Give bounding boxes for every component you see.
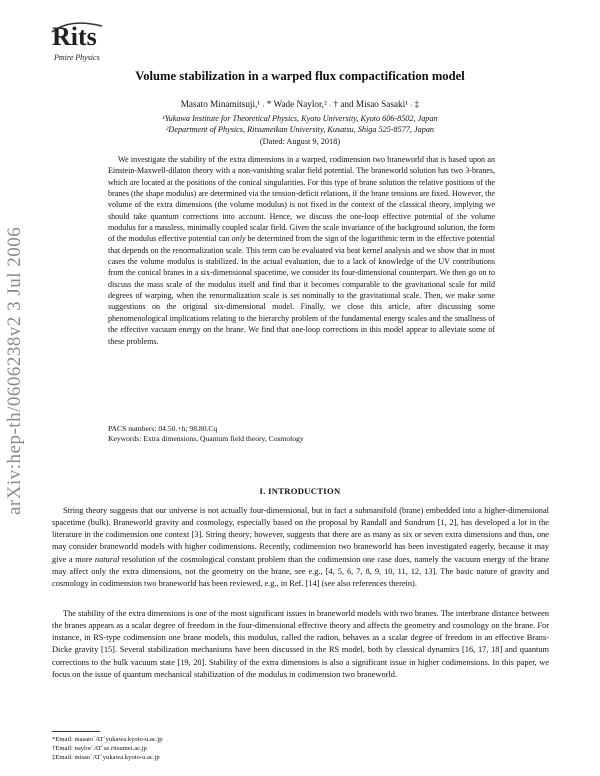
logo-subtitle: Pmire Physics: [54, 53, 100, 62]
intro-p1-text-a: String theory suggests that our universe is not actually four-dimensional, but in fact a submanifold (brane) embedded into a higher-dimensional spacetime (bulk). Braneworld gravity and cosmology, especially based on the proposal by Randall and Sundrum [1, 2], has developed a lot in the literature in the codimension one context [3]. String theory; however, suggests that there are as many as six or seven extra dimensions and thus, one may consider braneworld models with higher codimensions. Recently, codimension two braneworld has been investigated eagerly, because it may give a more: [52, 506, 549, 564]
affiliation-1: ¹Yukawa Institute for Theoretical Physics, Kyoto University, Kyoto 606-8502, Japan: [162, 114, 438, 123]
affiliation-2: ²Department of Physics, Ritsumeikan University, Kusatsu, Shiga 525-8577, Japan: [165, 125, 435, 134]
footnote-rule: [52, 731, 100, 732]
arxiv-identifier: arXiv:hep-th/0606238v2 3 Jul 2006: [4, 226, 25, 515]
abstract: [108, 154, 495, 347]
section-heading-introduction: I. INTRODUCTION: [259, 486, 341, 496]
intro-paragraph-2: The stability of the extra dimensions is one of the most significant issues in braneworld models with two branes. The interbrane distance between the branes appears as a scalar degree of freedom in the four-dimensional effective theory and affects the geometry and cosmology on the brane. For instance, in RS-type codimension one brane models, this modulus, called the radion, behaves as a scalar degree of freedom in an effective Brans-Dicke gravity [15]. Several stabilization mechanisms have been discussed in the RS model, both by classical dynamics [16, 17, 18] and quantum corrections to the bulk vacuum state [19, 20]. Stability of the extra dimensions is also a significant issue in higher codimensions. In this paper, we focus on the issue of quantum mechanical stabilization of the modulus in codimension two braneworld.: [52, 609, 549, 679]
keywords: Keywords: Extra dimensions, Quantum field theory, Cosmology: [108, 434, 304, 443]
rits-logo: [48, 20, 106, 66]
footnote-email-2: †Email: naylor`AT`se.ritsumei.ac.jp: [52, 745, 147, 752]
dated-line: (Dated: August 9, 2018): [259, 137, 341, 146]
intro-paragraph-1: [52, 505, 549, 590]
paper-title: Volume stabilization in a warped flux compactification model: [135, 69, 465, 83]
footnote-email-3: ‡Email: misao`AT`yukawa.kyoto-u.ac.jp: [52, 754, 160, 761]
intro-p1-emphasis: natural: [94, 554, 120, 564]
logo-name: Rits: [52, 22, 97, 51]
author-list: Masato Minamitsuji,¹ ˒ * Wade Naylor,² ˒ † and Misao Sasaki¹ ˒ ‡: [180, 99, 420, 109]
footnote-email-1: *Email: masato`AT`yukawa.kyoto-u.ac.jp: [52, 736, 163, 743]
abstract-text-1: We investigate the stability of the extra dimensions in a warped, codimension two braneworld that is based upon an Einstein-Maxwell-dilaton theory with a non-vanishing scalar field potential. The braneworld solution has two 3-branes, which are located at the positions of the conical singularities. For this type of brane solution the relative positions of the branes (the shape modulus) are determined via the tension-deficit relations, if the brane tensions are fixed. However, the volume of the extra dimensions (the volume modulus) is not fixed in the context of the classical theory, implying we should take quantum corrections into account. Hence, we discuss the one-loop effective potential of the volume modulus for a massless, minimally coupled scalar field. Given the scale invariance of the background solution, the form of the modulus effective potential can: [108, 155, 495, 244]
abstract-emphasis: only: [231, 234, 246, 244]
abstract-text-2: be determined from the sign of the logarithmic term in the effective potential that depends on the renormalization scale. This term can be evaluated via heat kernel analysis and we show that in most cases the volume modulus is stabilized. In the actual evaluation, due to a lack of knowledge of the UV contributions from the conical branes in a six-dimensional spacetime, we consider its four-dimensional counterpart. We then go on to discuss the mass scale of the modulus itself and find that it becomes comparable to the gravitational scale for mild degrees of warping, when the renormalization scale is set nominally to the gravitational scale. Then, we make some suggestions on the original six-dimensional model. Finally, we close this article, after discussing some phenomenological implications relating to the hierarchy problem of the fundamental energy scales and the smallness of the effective vacuum energy on the brane. We find that one-loop corrections in this model appear to alleviate some of these problems.: [108, 234, 495, 346]
pacs-numbers: PACS numbers: 04.50.+h; 98.80.Cq: [108, 424, 218, 433]
intro-p1-text-b: resolution of the cosmological constant problem than the codimension one case does, namely the vacuum energy of the brane may affect only the extra dimensions, not the geometry on the brane, see e.g., [4, 5, 6, 7, 8, 9, 10, 11, 12, 13]. The basic nature of gravity and cosmology in codimension two braneworld has been reviewed, e.g., in Ref. [14] (see also references therein).: [52, 554, 549, 588]
